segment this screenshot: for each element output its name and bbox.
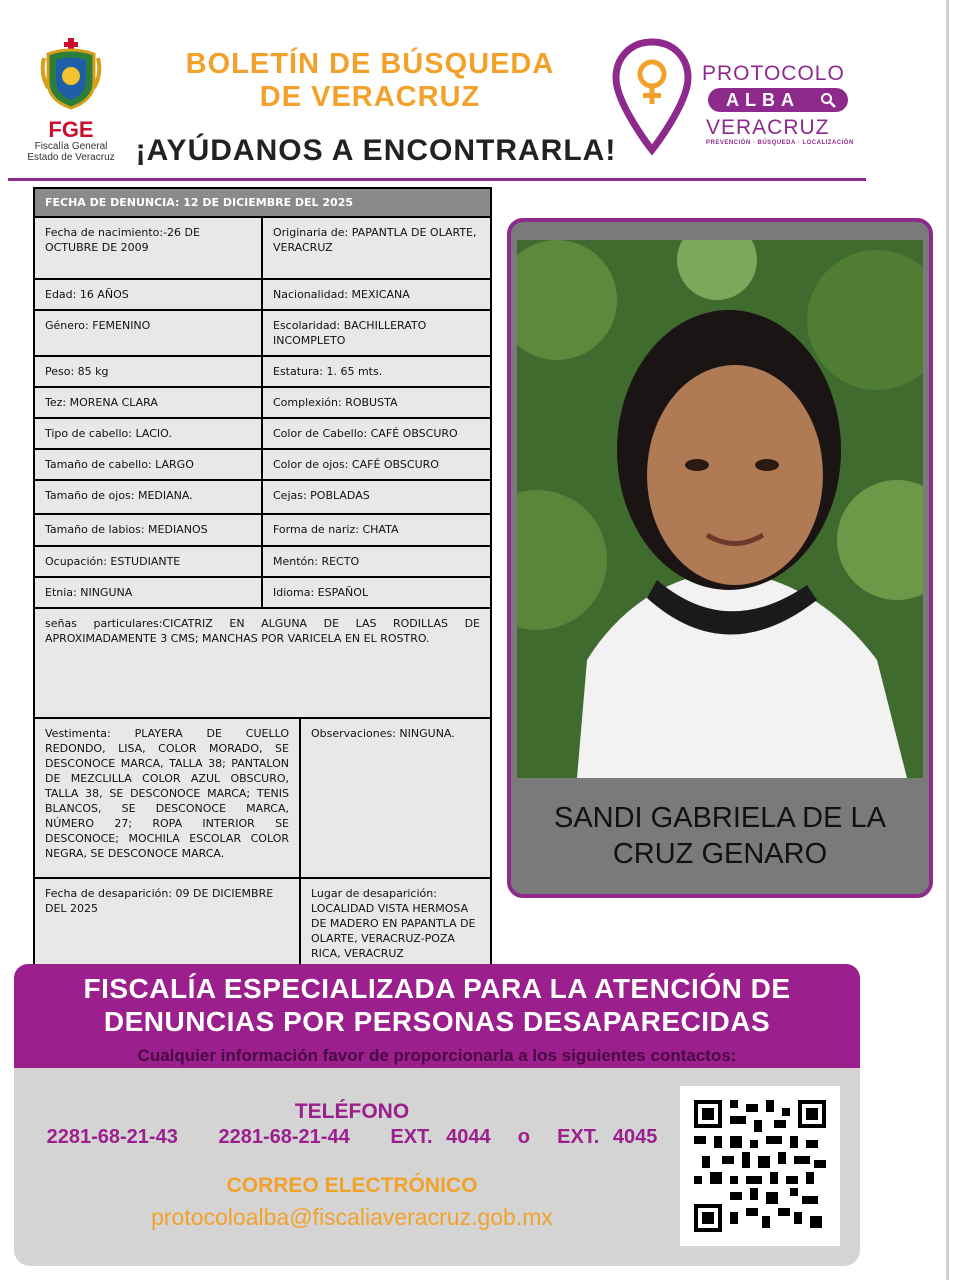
detail-cell: Cejas: POBLADAS — [262, 480, 491, 514]
protocolo-alba-logo — [612, 38, 862, 158]
detail-cell: Tamaño de cabello: LARGO — [34, 449, 262, 480]
detail-cell: Idioma: ESPAÑOL — [262, 577, 491, 608]
phone-numbers[interactable]: 2281-68-21-43 2281-68-21-44 EXT. 4044 o EXT. 4045 — [46, 1126, 658, 1148]
fge-acronym: FGE — [48, 117, 94, 142]
detail-cell: Color de Cabello: CAFÉ OBSCURO — [262, 418, 491, 449]
detail-cell: Complexión: ROBUSTA — [262, 387, 491, 418]
detail-cell: Tez: MORENA CLARA — [34, 387, 262, 418]
page-edge — [946, 0, 949, 1280]
detail-cell: Fecha de nacimiento:-26 DE OCTUBRE DE 2009 — [34, 217, 262, 279]
missing-person-photo — [517, 240, 923, 778]
detail-cell: Mentón: RECTO — [262, 546, 491, 577]
person-details-table — [33, 187, 492, 973]
detail-cell: Edad: 16 AÑOS — [34, 279, 262, 310]
detail-cell: Peso: 85 kg — [34, 356, 262, 387]
detail-cell: Nacionalidad: MEXICANA — [262, 279, 491, 310]
disappearance-date: Fecha de desaparición: 09 DE DICIEMBRE DEL 2025 — [34, 878, 300, 972]
alba-pill — [708, 88, 848, 112]
contact-panel — [14, 1068, 860, 1266]
detail-cell: Originaria de: PAPANTLA DE OLARTE, VERACRUZ — [262, 217, 491, 279]
observations: Observaciones: NINGUNA. — [300, 718, 491, 878]
email-label: CORREO ELECTRÓNICO — [226, 1174, 478, 1197]
detail-cell: Género: FEMENINO — [34, 310, 262, 356]
clothing-description: Vestimenta: PLAYERA DE CUELLO REDONDO, LISA, COLOR MORADO, SE DESCONOCE MARCA, TALLA 38; PANTALON DE MEZCLILLA COLOR AZUL OBSCURO, TALLA 38, SE DESCONOCE MARCA; TENIS BLANCOS, SE DESCONOCE MARCA, NÚMERO 27; ROPA INTERIOR SE DESCONOCE; MOCHILA ESCOLAR COLOR NEGRA, SE DESCONOCE MARCA. — [34, 718, 300, 878]
bulletin-title: BOLETÍN DE BÚSQUEDA DE VERACRUZ — [185, 48, 555, 113]
detail-cell: Estatura: 1. 65 mts. — [262, 356, 491, 387]
alba-tagline: PREVENCIÓN · BÚSQUEDA · LOCALIZACIÓN — [706, 140, 854, 146]
report-date-header: FECHA DE DENUNCIA: 12 DE DICIEMBRE DEL 2025 — [34, 188, 491, 217]
photo-panel — [507, 218, 933, 898]
phone-label: TELÉFONO — [294, 1100, 410, 1123]
help-us-heading: ¡AYÚDANOS A ENCONTRARLA! — [135, 134, 617, 167]
detail-cell: Ocupación: ESTUDIANTE — [34, 546, 262, 577]
alba-protocolo-text: PROTOCOLO — [702, 62, 845, 85]
detail-cell: Tamaño de labios: MEDIANOS — [34, 514, 262, 546]
distinguishing-marks: señas particulares:CICATRIZ EN ALGUNA DE LAS RODILLAS DE APROXIMADAMENTE 3 CMS; MANCHAS POR VARICELA EN EL ROSTRO. — [34, 608, 491, 718]
email-link[interactable]: protocoloalba@fiscaliaveracruz.gob.mx — [151, 1204, 553, 1230]
detail-cell: Color de ojos: CAFÉ OBSCURO — [262, 449, 491, 480]
person-name: SANDI GABRIELA DE LA CRUZ GENARO — [553, 802, 886, 870]
detail-cell: Forma de nariz: CHATA — [262, 514, 491, 546]
female-pin-icon — [612, 38, 692, 156]
veracruz-shield-icon — [40, 38, 102, 110]
search-icon — [820, 92, 836, 108]
qr-code-icon — [694, 1100, 826, 1232]
detail-cell: Tamaño de ojos: MEDIANA. — [34, 480, 262, 514]
detail-cell: Tipo de cabello: LACIO. — [34, 418, 262, 449]
prosecutor-office-band — [14, 964, 860, 1068]
band-subtitle: Cualquier información favor de proporcionarla a los siguientes contactos: — [137, 1046, 737, 1065]
disappearance-place: Lugar de desaparición: LOCALIDAD VISTA HERMOSA DE MADERO EN PAPANTLA DE OLARTE, VERACRUZ-POZA RICA, VERACRUZ — [300, 878, 491, 972]
header-divider — [8, 178, 866, 181]
detail-cell: Escolaridad: BACHILLERATO INCOMPLETO — [262, 310, 491, 356]
detail-cell: Etnia: NINGUNA — [34, 577, 262, 608]
fge-logo — [18, 38, 124, 168]
band-title: FISCALÍA ESPECIALIZADA PARA LA ATENCIÓN DE DENUNCIAS POR PERSONAS DESAPARECIDAS — [83, 973, 791, 1037]
fge-subtitle: Fiscalía General Estado de Veracruz — [27, 141, 115, 163]
alba-text: ALBA — [726, 90, 800, 110]
qr-code[interactable] — [680, 1086, 840, 1246]
alba-veracruz-text: VERACRUZ — [706, 116, 830, 139]
